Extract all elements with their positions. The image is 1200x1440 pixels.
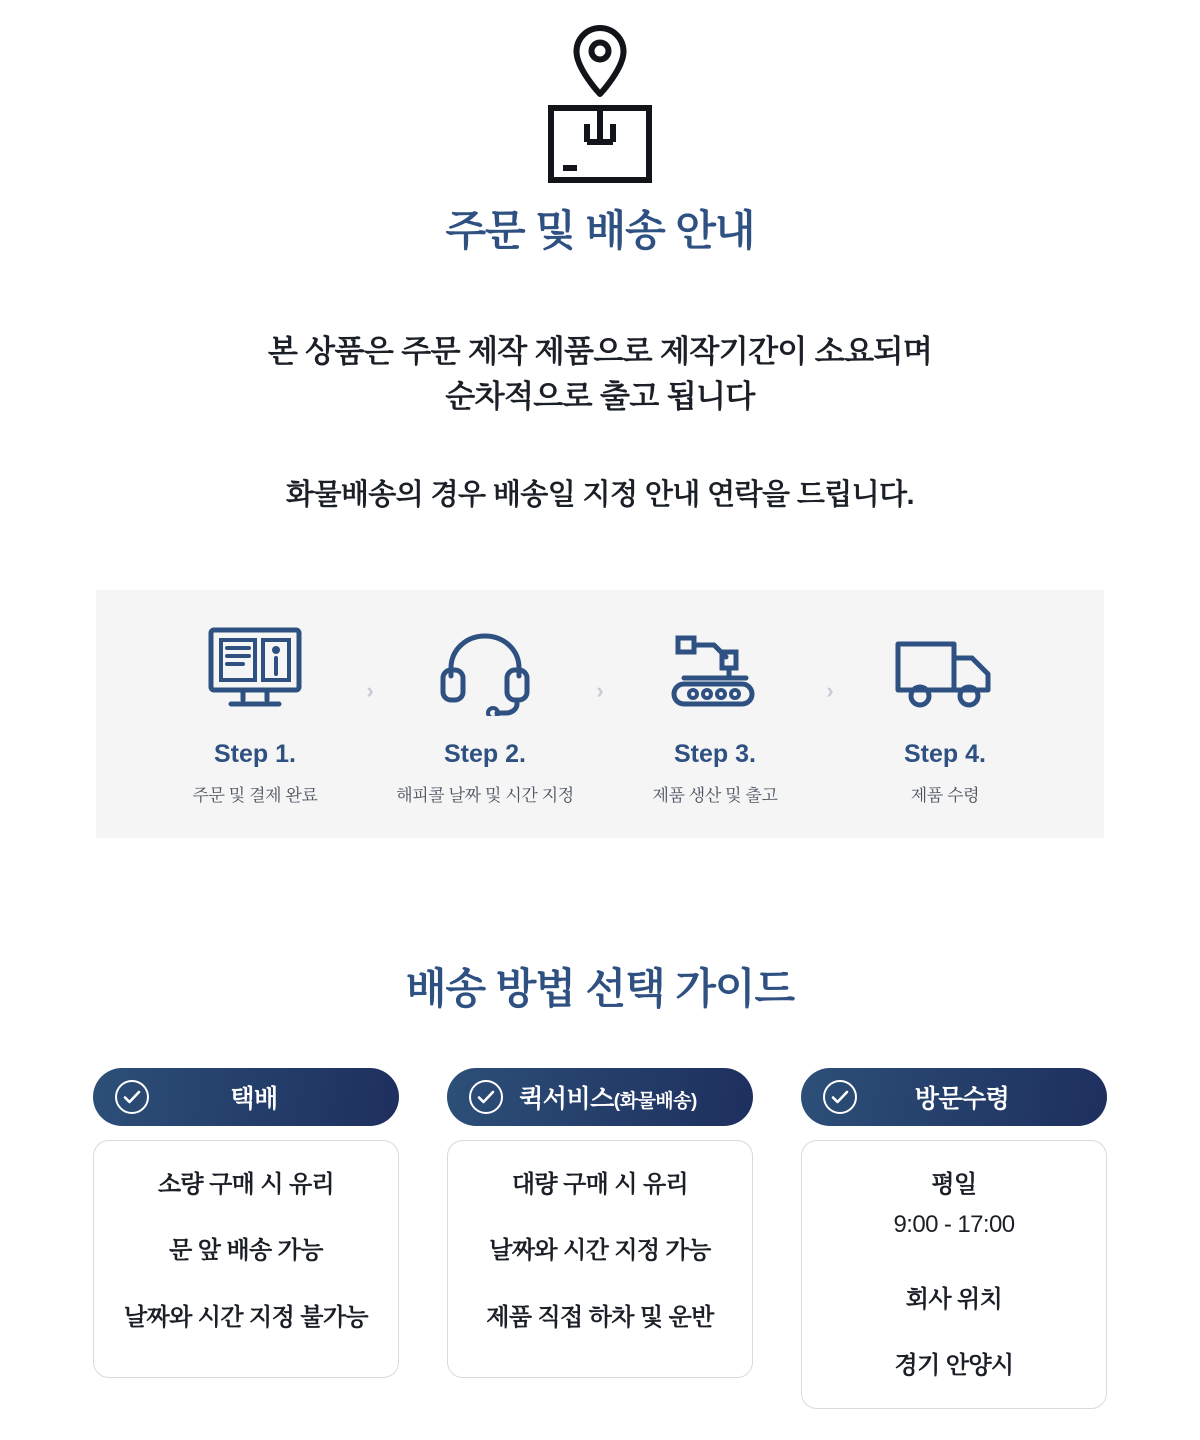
step-desc-3: 제품 생산 및 출고 (652, 785, 778, 805)
step-desc-1: 주문 및 결제 완료 (192, 785, 318, 805)
card-title-quick-main: 퀵서비스 (519, 1084, 614, 1113)
card-header-delivery (93, 1068, 399, 1126)
card-title-quick-service (503, 1079, 753, 1115)
guide-title: 배송 방법 선택 가이드 (405, 964, 795, 1012)
step-label-3: Step 3. (674, 739, 756, 768)
card-pickup (801, 1068, 1107, 1410)
headset-icon (387, 622, 583, 718)
card-title-delivery: 택배 (230, 1084, 278, 1113)
card-title-pickup: 방문수령 (914, 1084, 1010, 1113)
step-label-2: Step 2. (444, 739, 526, 768)
factory-robot-icon (617, 622, 813, 718)
card-line: 9:00 - 17:00 (893, 1211, 1015, 1239)
check-circle-icon (115, 1080, 149, 1114)
package-location-pin-icon (535, 22, 665, 192)
step-label-4: Step 4. (904, 739, 986, 768)
hero-icon-wrap (0, 0, 1200, 170)
step-item-2 (387, 622, 583, 806)
monitor-order-icon (157, 622, 353, 718)
page-title: 주문 및 배송 안내 (445, 207, 755, 254)
card-line: 문 앞 배송 가능 (169, 1237, 323, 1265)
delivery-method-cards (93, 1068, 1107, 1410)
step-desc-4: 제품 수령 (910, 785, 980, 805)
step-item-1 (157, 622, 353, 806)
step-separator-1: › (366, 677, 374, 703)
card-line: 평일 (931, 1170, 977, 1198)
card-body-quick-service (447, 1140, 753, 1378)
card-title-quick-sub: (화물배송) (613, 1090, 697, 1112)
intro-line-3: 화물배송의 경우 배송일 지정 안내 연락을 드립니다. (286, 478, 914, 511)
check-circle-icon (823, 1080, 857, 1114)
steps-strip (96, 590, 1104, 838)
card-line: 소량 구매 시 유리 (157, 1170, 335, 1198)
step-desc-2: 해피콜 날짜 및 시간 지정 (396, 785, 574, 805)
step-item-3 (617, 622, 813, 806)
check-circle-icon (469, 1080, 503, 1114)
card-header-pickup (801, 1068, 1107, 1126)
card-line: 날짜와 시간 지정 가능 (489, 1237, 711, 1265)
card-delivery (93, 1068, 399, 1410)
intro-text-1: 본 상품은 주문 제작 제품으로 제작기간이 소요되며 (267, 334, 933, 369)
card-line: 대량 구매 시 유리 (511, 1170, 689, 1198)
step-separator-3: › (826, 677, 834, 703)
delivery-truck-icon (847, 622, 1043, 718)
card-body-delivery (93, 1140, 399, 1378)
card-header-quick-service (447, 1068, 753, 1126)
step-item-4 (847, 622, 1043, 806)
card-quick-service (447, 1068, 753, 1410)
card-line: 날짜와 시간 지정 불가능 (123, 1303, 369, 1331)
card-line: 경기 안양시 (894, 1352, 1014, 1380)
card-body-pickup (801, 1140, 1107, 1410)
step-label-1: Step 1. (214, 739, 296, 768)
intro-text-2: 순차적으로 출고 됩니다 (445, 378, 755, 414)
card-line: 제품 직접 하차 및 운반 (486, 1303, 714, 1331)
step-separator-2: › (596, 677, 604, 703)
intro-line-1 (0, 330, 1200, 420)
card-line: 회사 위치 (905, 1285, 1003, 1313)
